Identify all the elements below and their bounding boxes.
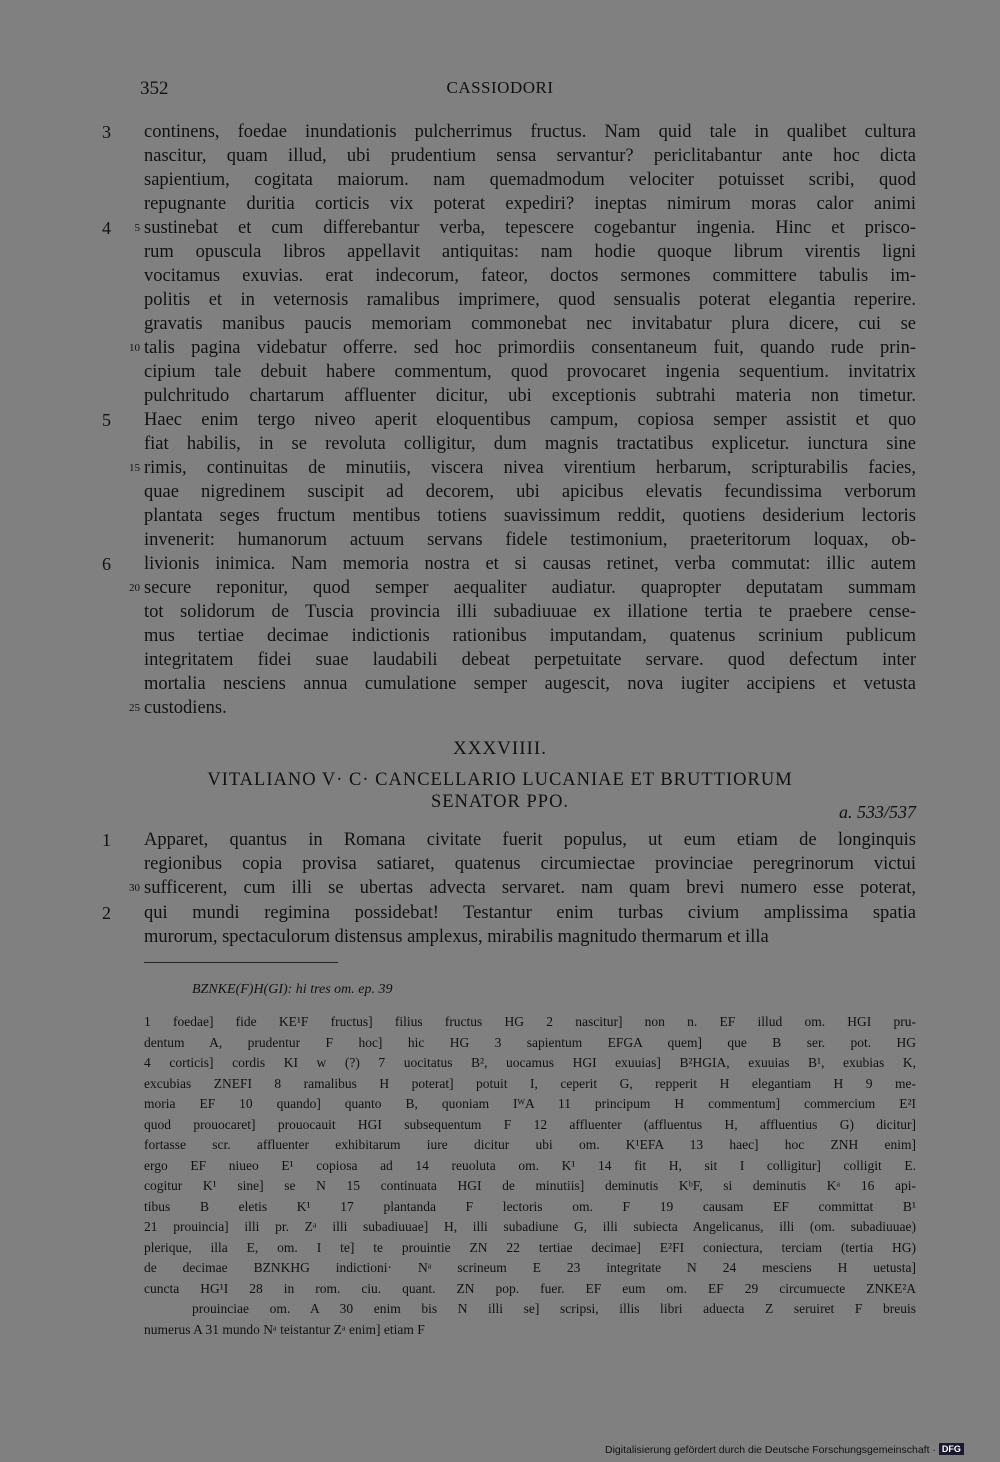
apparatus-line: quod prouocaret] prouocauit HGI subsequentum F 12 affluenter (affluentus H, affluentius G) dicitur] xyxy=(144,1116,916,1132)
text-line: murorum, spectaculorum distensus amplexus, mirabilis magnitudo thermarum et illa xyxy=(144,926,769,947)
line-number: 15 xyxy=(129,462,140,474)
text-line: livionis inimica. Nam memoria nostra et si causas retinet, verba commutat: illic autem xyxy=(144,554,916,574)
margin-number: 4 xyxy=(102,218,111,238)
text-line: rimis, continuitas de minutiis, viscera nivea virentium herbarum, scripturabilis facies, xyxy=(144,458,916,478)
text-line: Apparet, quantus in Romana civitate fuerit populus, ut eum etiam de longinquis xyxy=(144,830,916,850)
running-title: CASSIODORI xyxy=(446,78,554,97)
text-line: custodiens. xyxy=(144,698,227,718)
apparatus-line: numerus A 31 mundo Nᵃ teistantur Zᵃ enim] etiam F xyxy=(144,1321,425,1337)
apparatus-line: de decimae BZNKHG indictioni· Nᵃ scrineum E 23 integritate N 24 mesciens H uetusta] xyxy=(144,1260,916,1275)
text-line: quae nigredinem suscipit ad decorem, ubi apicibus elevatis fecundissima verborum xyxy=(144,482,916,502)
text-line: mortalia nesciens annua cumulatione semper augescit, nova iugiter accipiens et vetusta xyxy=(144,674,916,694)
footer-credit xyxy=(605,1443,964,1459)
margin-number: 2 xyxy=(102,902,111,923)
apparatus-line: moria EF 10 quando] quanto B, quoniam IᵂA 11 principum H commentum] commercium E²I xyxy=(144,1096,916,1111)
text-line: integritatem fidei suae laudabili debeat perpetuitate servare. quod defectum inter xyxy=(144,650,916,670)
text-line: tot solidorum de Tuscia provincia illi subadiuuae ex illatione tertia te praebere cense- xyxy=(144,602,916,622)
text-line: Haec enim tergo niveo aperit eloquentibus campum, copiosa semper assistit et quo xyxy=(144,410,916,430)
footnote-rule xyxy=(144,962,338,963)
line-number: 25 xyxy=(129,702,140,714)
text-line: mus tertiae decimae indictionis rationibus imputandam, quatenus scrinium publicum xyxy=(144,626,916,646)
apparatus-line: tibus B eletis K¹ 17 plantanda F lectoris om. F 19 causam EF committat B¹ xyxy=(144,1198,916,1214)
text-line: plantata seges fructum mentibus totiens suavissimum reddit, quotiens desiderium lectoris xyxy=(144,506,916,526)
apparatus-line: dentum A, prudentur F hoc] hic HG 3 sapientum EFGA quem] que B ser. pot. HG xyxy=(144,1034,916,1050)
letter-address-line1: VITALIANO V· C· CANCELLARIO LUCANIAE ET BRUTTIORUM xyxy=(207,770,793,790)
text-line: invenerit: humanorum actuum servans fidele testimonium, praeteritorum loquax, ob- xyxy=(144,530,916,550)
text-line: fiat habilis, in se revoluta colligitur, dum magnis tractatibus explicetur. iunctura sine xyxy=(144,434,916,454)
apparatus-line: 21 prouincia] illi pr. Zᵃ illi subadiuuae] H, illi subadiune G, illi subiecta Angelicanus, illi (om. subadiuuae) xyxy=(144,1219,916,1234)
line-number: 10 xyxy=(129,342,140,354)
margin-number: 6 xyxy=(102,554,111,574)
footer-text: Digitalisierung gefördert durch die Deutsche Forschungsgemeinschaft · xyxy=(605,1444,936,1456)
letter-date: a. 533/537 xyxy=(838,802,916,822)
text-line: continens, foedae inundationis pulcherrimus fructus. Nam quid tale in qualibet cultura xyxy=(144,122,916,142)
text-line: nascitur, quam illud, ubi prudentium sensa servantur? periclitabantur ante hoc dicta xyxy=(144,146,916,166)
line-number: 20 xyxy=(129,582,140,594)
apparatus-line: excubias ZNEFI 8 ramalibus H poterat] potuit I, ceperit G, repperit H elegantiam H 9 me- xyxy=(144,1075,916,1091)
apparatus-line: ergo EF niueo E¹ copiosa ad 14 reuoluta om. K¹ 14 fit H, sit I colligitur] colligit E. xyxy=(144,1157,916,1173)
letter-number: XXXVIIII. xyxy=(453,738,547,759)
margin-number: 1 xyxy=(102,830,111,850)
apparatus-sigla: BZNKE(F)H(GI): hi tres om. ep. 39 xyxy=(192,982,393,997)
text-line: sufficerent, cum illi se ubertas advecta servaret. nam quam brevi numero esse poterat, xyxy=(144,878,916,899)
page-number: 352 xyxy=(140,78,169,99)
letter-address-line2: SENATOR PPO. xyxy=(430,792,570,812)
line-number: 5 xyxy=(134,222,140,234)
margin-number: 5 xyxy=(102,410,111,430)
text-line: talis pagina videbatur offerre. sed hoc primordiis consentaneum fuit, quando rude prin- xyxy=(144,338,916,358)
apparatus-line: 4 corticis] cordis KI w (?) 7 uocitatus B², uocamus HGI exuuias] B²HGIA, exuuias B¹, exubias K, xyxy=(144,1055,916,1070)
text-line: sapientium, cogitata maiorum. nam quemadmodum velociter potuisset scribi, quod xyxy=(144,170,916,190)
line-number: 30 xyxy=(129,882,140,895)
apparatus-line: cuncta HG¹I 28 in rom. ciu. quant. ZN pop. fuer. EF eum om. EF 29 circumuecte ZNKE²A xyxy=(144,1280,916,1296)
apparatus-line: prouinciae om. A 30 enim bis N illi se] scripsi, illis libri aduecta Z seruiret F breuis xyxy=(192,1301,916,1316)
text-line: cipium tale debuit habere commentum, quod provocaret ingenia sequentium. invitatrix xyxy=(144,362,916,382)
text-line: gravatis manibus paucis memoriam commonebat nec invitabatur plura dicere, cui se xyxy=(144,314,916,334)
text-line: secure reponitur, quod semper aequaliter audiatur. quapropter deputatam summam xyxy=(144,578,916,598)
apparatus-line: 1 foedae] fide KE¹F fructus] filius fructus HG 2 nascitur] non n. EF illud om. HGI pru- xyxy=(144,1014,916,1029)
text-line: rum opuscula libros appellavit antiquitas: nam hodie quoque librum virentis ligni xyxy=(144,242,916,262)
text-line: pulchritudo chartarum affluenter dicitur, ubi exceptionis subtrahi materia non timetur. xyxy=(144,386,916,406)
running-head xyxy=(0,78,1000,100)
text-line: repugnante duritia corticis vix poterat expediri? ineptas nimirum moras calor animi xyxy=(144,194,916,214)
text-line: regionibus copia provisa satiaret, quatenus circumiectae provinciae peregrinorum victui xyxy=(144,854,916,875)
apparatus-line: plerique, illa E, om. I te] te prouintie ZN 22 tertiae decimae] E²FI coniectura, terciam (tertia HG) xyxy=(144,1239,916,1255)
apparatus-line: fortasse scr. affluenter exhibitarum iure dicitur ubi om. K¹EFA 13 haec] hoc ZNH enim] xyxy=(144,1137,916,1152)
text-line: sustinebat et cum differebantur verba, tepescere cogebantur ingenia. Hinc et prisco- xyxy=(144,218,916,238)
text-line: politis et in veternosis ramalibus imprimere, quod sensualis poterat elegantia reperire. xyxy=(144,290,916,310)
text-line: qui mundi regimina possidebat! Testantur enim turbas civium amplissima spatia xyxy=(144,902,916,923)
dfg-logo: DFG xyxy=(939,1443,964,1455)
text-line: vocitamus exuvias. erat indecorum, fateor, doctos sermones committere tabulis im- xyxy=(144,266,916,286)
apparatus-line: cogitur K¹ sine] se N 15 continuata HGI de minutiis] deminutis KᵇF, si deminutis Kᵃ 16 api- xyxy=(144,1178,916,1193)
margin-number: 3 xyxy=(102,122,111,142)
